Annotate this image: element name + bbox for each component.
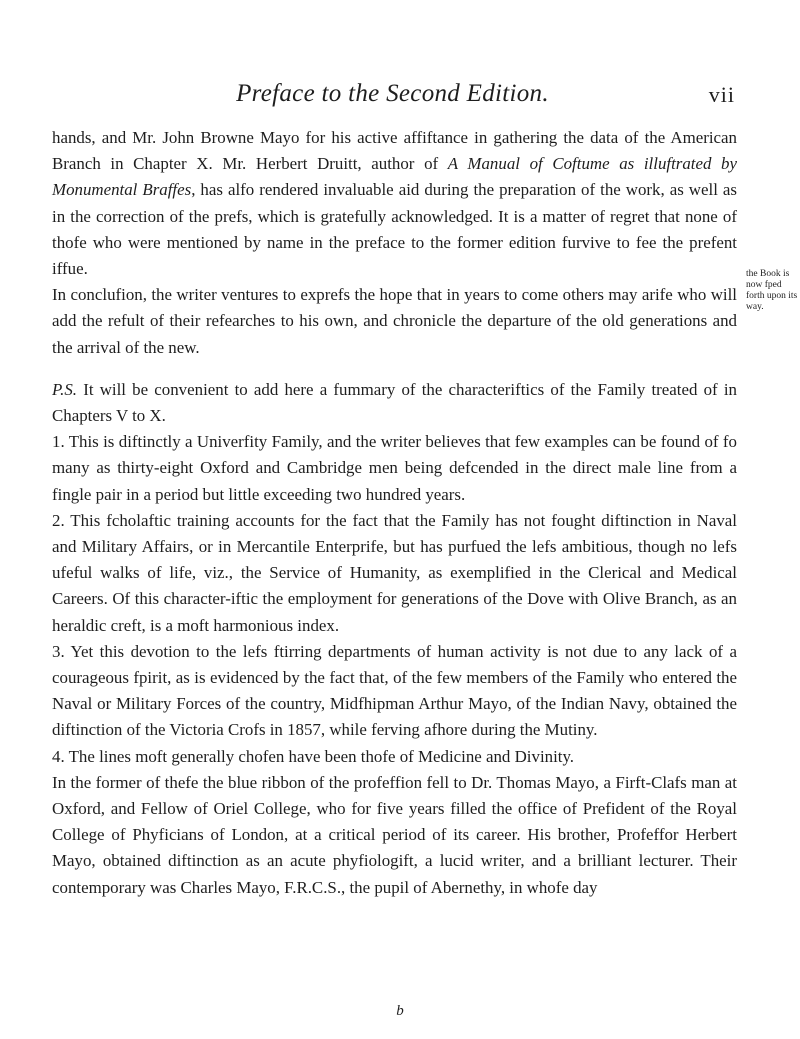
paragraph-1-text: hands, and Mr. John Browne Mayo for his active affiftance in gathering the data of the American Branch in Chapter X. Mr. Herbert Druitt, author of [52, 128, 737, 174]
ps-label: P.S. [52, 379, 78, 399]
list-item-2: 2. This fcholaftic training accounts for the fact that the Family has not fought diftinction in Naval and Military Affairs, or in Mercantile Enterprife, but has purfued the lefs ambitious, though no lefs ufeful walks of life, viz., the Service of Humanity, as exemplified in the Clerical and Medical Careers. Of this character-iftic the employment for generations of the Dove with Olive Branch, as an heraldic creft, is a moft harmonious index. [52, 510, 737, 635]
signature-mark: b [396, 1003, 404, 1019]
book-title: A Manual of Coftume as illuftrated by Monumental Braffes [52, 154, 737, 200]
paragraph-1-end: , has alfo rendered invaluable aid during the preparation of the work, as well as in the correction of the prefs, which is gratefully acknowledged. It is a matter of regret that none of thofe who were mentioned by name in the preface to the former edition furvive to fee the prefent iffue. [52, 180, 737, 279]
page-title: Preface to the Second Edition. [236, 80, 549, 107]
paragraph-last: In the former of thefe the blue ribbon of the profeffion fell to Dr. Thomas Mayo, a Firft-Clafs man at Oxford, and Fellow of Oriel College, who for five years filled the office of Prefident of the Royal College of Phyficians of London, at a critical period of its career. His brother, Profeffor Herbert Mayo, obtained diftinction as an acute phyfiologift, a lucid writer, and a brilliant lecturer. Their contemporary was Charles Mayo, F.R.C.S., the pupil of Abernethy, in whofe day [52, 772, 737, 897]
list-item-1: 1. This is diftinctly a Univerfity Family, and the writer believes that few examples can be found of fo many as thirty-eight Oxford and Cambridge men being defcended in the direct male line from a fingle pair in a period but little exceeding two hundred years. [52, 432, 737, 504]
ps-text: It will be convenient to add here a fummary of the characteriftics of the Family treated of in Chapters V to X. [52, 379, 737, 426]
margin-note: the Book is now fped forth upon its way. [746, 269, 798, 312]
paragraph-1 [52, 125, 737, 282]
text-body [52, 125, 737, 901]
list-item-4: 4. The lines moft generally chofen have been thofe of Medicine and Divinity. [52, 746, 575, 766]
list-item-3: 3. Yet this devotion to the lefs ftirring departments of human activity is not due to any lack of a courageous fpirit, as is evidenced by the fact that, of the few members of the Family who entered the Naval or Military Forces of the country, Midfhipman Arthur Mayo, of the Indian Navy, obtained the diftinction of the Victoria Crofs in 1857, while ferving afhore during the Mutiny. [52, 641, 737, 740]
running-header [50, 80, 735, 116]
page-number: vii [708, 82, 735, 107]
postscript [52, 377, 737, 429]
paragraph-2: In conclufion, the writer ventures to exprefs the hope that in years to come others may arife who will add the refult of their refearches to his own, and chronicle the departure of the old generations and the arrival of the new. [52, 285, 737, 357]
